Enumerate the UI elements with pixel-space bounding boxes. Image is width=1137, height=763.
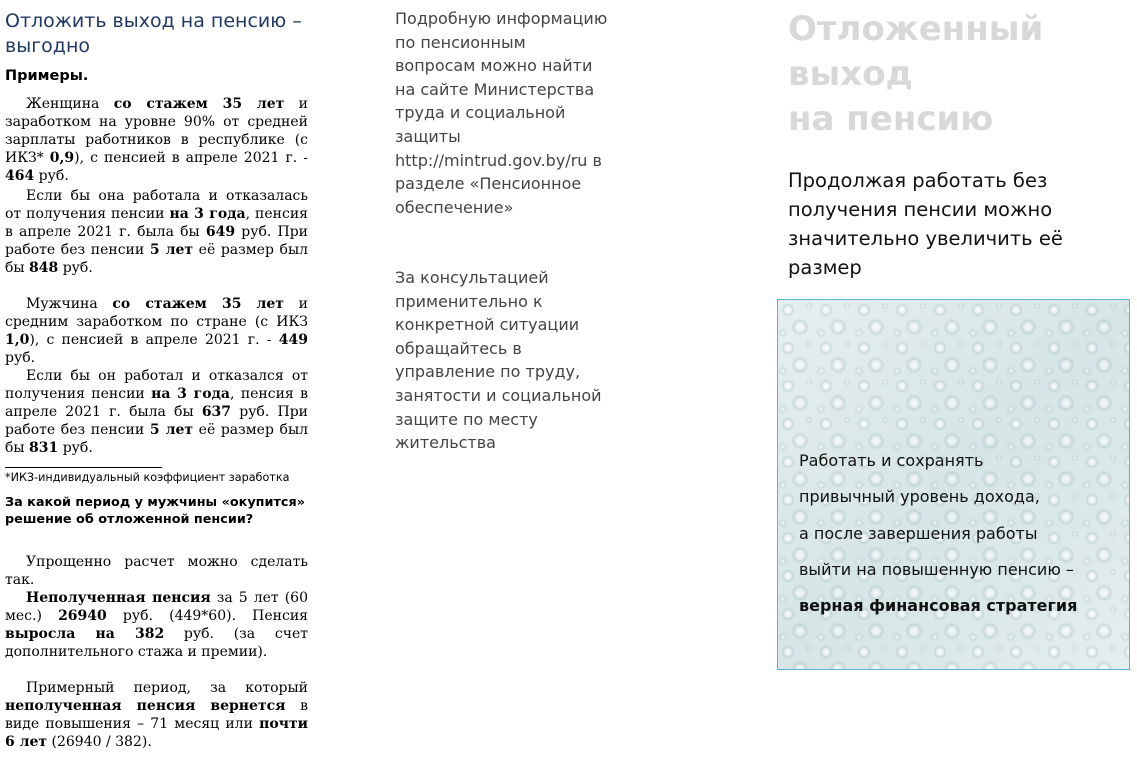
footnote-separator (5, 467, 162, 468)
woman-example-paragraph-1: Женщина со стажем 35 лет и заработком на уровне 90% от средней зарплаты работников в республике (с ИКЗ* 0,9), с пенсией в апреле 2021 г. - 464 руб. (5, 96, 308, 184)
strategy-line-4: выйти на повышенную пенсию – (799, 559, 1074, 579)
man-example-paragraph-2: Если бы он работал и отказался от получения пенсии на 3 года, пенсия в апреле 2021 г. была бы 637 руб. При работе без пенсии 5 лет её размер был бы 831 руб. (5, 368, 308, 456)
strategy-line-1: Работать и сохранять (799, 451, 984, 470)
calc-paragraph-3: Примерный период, за который неполученная пенсия вернется в виде повышения – 71 месяц или почти 6 лет (26940 / 382). (5, 680, 308, 750)
strategy-line-3: а после завершения работы (799, 523, 1038, 543)
question-heading: За какой период у мужчины «окупится» решение об отложенной пенсии? (5, 495, 305, 527)
calc-paragraph-2: Неполученная пенсия за 5 лет (60 мес.) 26940 руб. (449*60). Пенсия выросла на 382 руб. (за счет дополнительного стажа и премии). (5, 590, 308, 660)
man-example-paragraph-1: Мужчина со стажем 35 лет и средним заработком по стране (с ИКЗ 1,0), с пенсией в апреле 2021 г. - 449 руб. (5, 296, 309, 366)
title-line-2: выход (788, 54, 914, 94)
strategy-line-5: верная финансовая стратегия (799, 596, 1078, 616)
pension-info-text: Подробную информацию по пенсионным вопросам можно найти на сайте Министерства труда и социальной защиты http://mintrud.gov.by/ru в разделе «Пенсионное обеспечение» (395, 9, 608, 217)
footnote: *ИКЗ-индивидуальный коэффициент заработка (5, 471, 290, 484)
title-line-3: на пенсию (788, 99, 994, 139)
woman-example-paragraph-2: Если бы она работала и отказалась от получения пенсии на 3 года, пенсия в апреле 2021 г. была бы 649 руб. При работе без пенсии 5 лет её размер был бы 848 руб. (5, 188, 309, 276)
title-line-1: Отложенный (788, 9, 1044, 49)
consultation-text: За консультацией применительно к конкретной ситуации обращайтесь в управление по труду, занятости и социальной защите по месту жительства (395, 268, 602, 453)
examples-heading: Примеры. (5, 68, 89, 84)
lead-text: Продолжая работать без получения пенсии можно значительно увеличить её размер (788, 169, 1063, 279)
brochure-title (788, 7, 1128, 142)
calc-paragraph-1: Упрощенно расчет можно сделать так. (5, 554, 308, 588)
strategy-text (799, 443, 1124, 624)
left-title: Отложить выход на пенсию – выгодно (5, 10, 302, 57)
strategy-line-2: привычный уровень дохода, (799, 487, 1040, 507)
